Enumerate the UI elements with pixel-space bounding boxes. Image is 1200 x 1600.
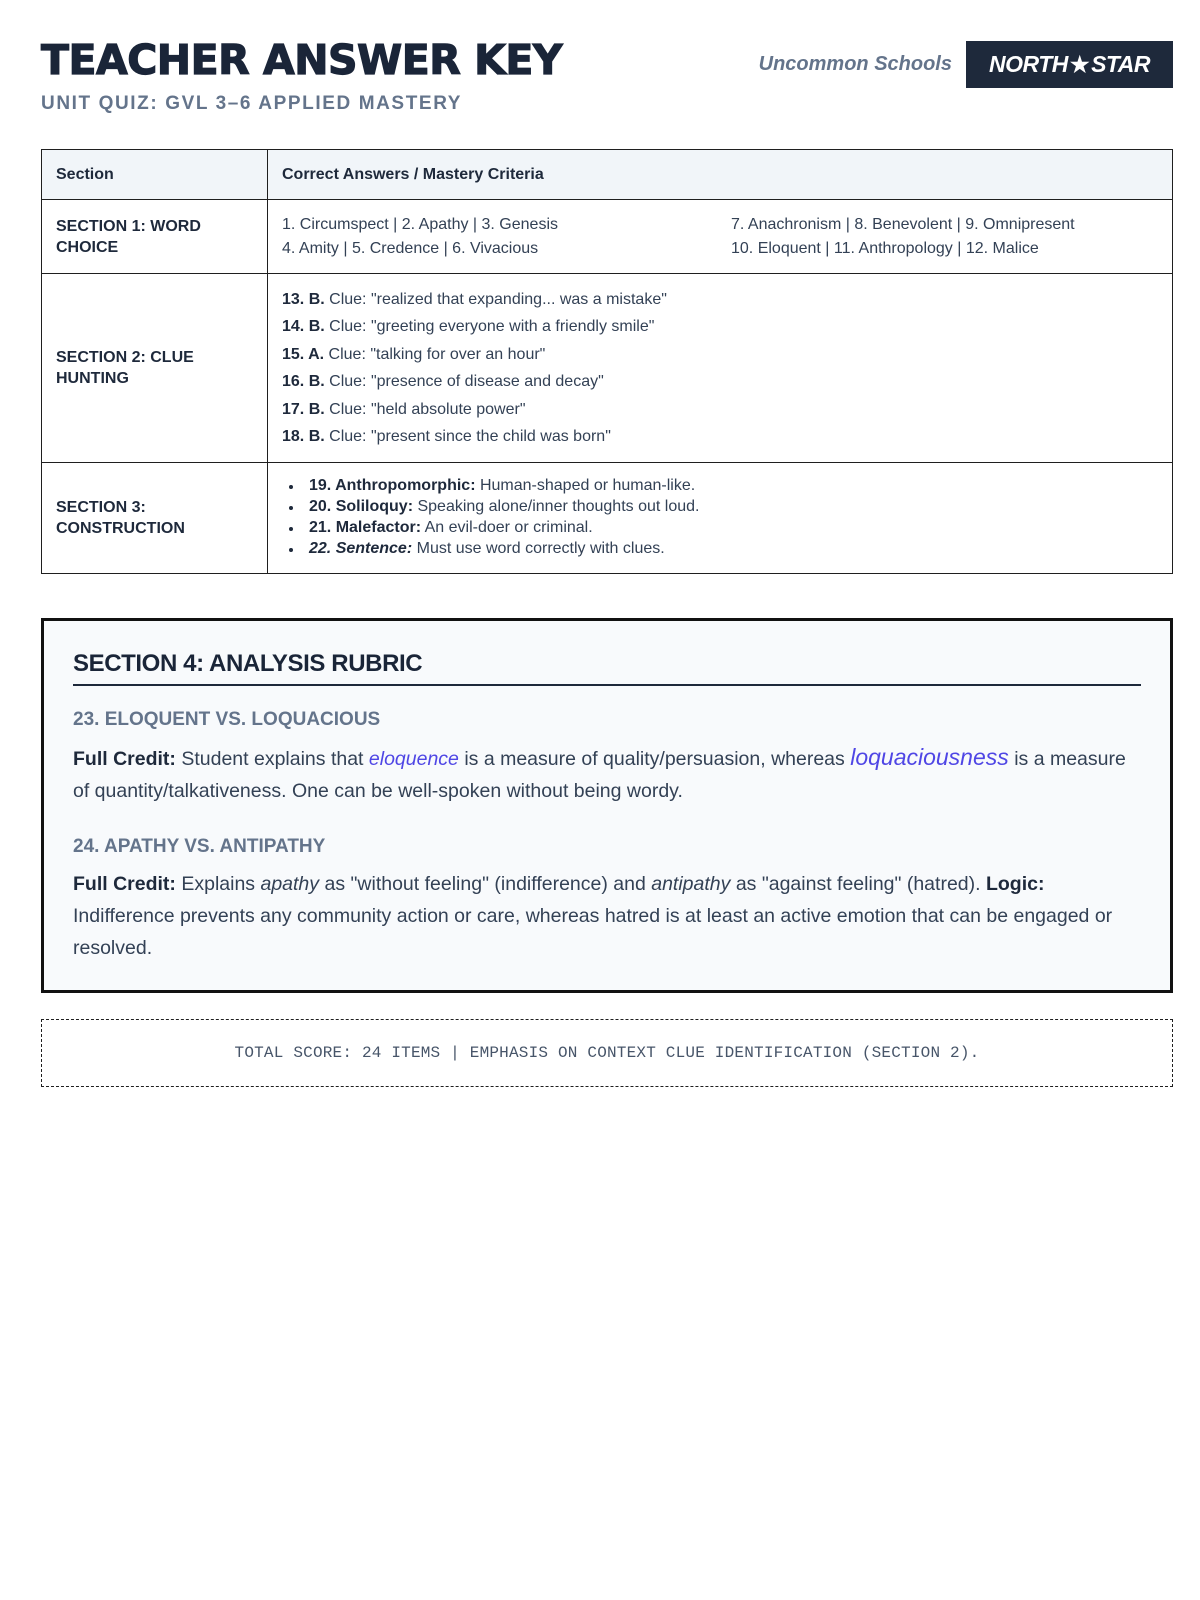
total-score-footer: TOTAL SCORE: 24 ITEMS | EMPHASIS ON CONTEXT CLUE IDENTIFICATION (SECTION 2). [41,1019,1173,1087]
clue-item [282,341,1158,368]
definition: Must use word correctly with clues. [416,539,665,557]
full-credit-label: Full Credit: [73,873,176,895]
page-subtitle: UNIT QUIZ: GVL 3–6 APPLIED MASTERY [41,93,463,114]
highlighted-term: eloquence [368,748,459,770]
italic-term: antipathy [651,873,731,895]
term: 19. Anthropomorphic: [309,477,476,495]
answer-line: 4. Amity | 5. Credence | 6. Vivacious [282,239,539,257]
page-title: TEACHER ANSWER KEY [41,36,563,84]
clue-text: Clue: "realized that expanding... was a mistake" [329,291,667,308]
table-header-row [42,150,1173,200]
term: 20. Soliloquy: [309,498,414,516]
question-23-heading: 23. ELOQUENT VS. LOQUACIOUS [73,709,381,730]
page-header [41,0,1173,145]
answers-column-left [282,213,731,261]
answer-key-table [41,149,1173,574]
column-header-answers: Correct Answers / Mastery Criteria [268,150,1173,200]
answer-letter: 16. B. [282,373,325,391]
definition: An evil-doer or criminal. [424,519,593,537]
clue-text: Clue: "held absolute power" [329,400,526,418]
section1-answers [268,200,1173,274]
section-label: SECTION 1: WORD CHOICE [42,200,268,274]
clue-text: Clue: "presence of disease and decay" [329,373,604,391]
list-item [282,539,1158,560]
criteria-text: Explains [181,873,256,895]
table-row-section3 [42,463,1173,573]
clue-item [282,368,1158,395]
clue-text: Clue: "talking for over an hour" [328,345,546,363]
question-23-criteria [73,741,1141,807]
answer-line: 7. Anachronism | 8. Benevolent | 9. Omnipresent [731,215,1075,233]
clue-text: Clue: "present since the child was born" [329,428,611,446]
clue-item [282,396,1158,423]
north-star-logo [966,41,1173,88]
criteria-text: as "without feeling" (indifference) and [324,873,646,895]
section-label: SECTION 3: CONSTRUCTION [42,463,268,573]
answer-line: 10. Eloquent | 11. Anthropology | 12. Malice [731,239,1039,257]
answer-line: 1. Circumspect | 2. Apathy | 3. Genesis [282,215,558,233]
clue-item [282,313,1158,340]
definition: Speaking alone/inner thoughts out loud. [417,498,700,516]
answer-letter: 15. A. [282,345,325,363]
clue-text: Clue: "greeting everyone with a friendly smile" [329,318,655,336]
criteria-text: is a measure of quality/persuasion, whereas [464,748,845,770]
criteria-text: Indifference prevents any community action or care, whereas hatred is at least an active emotion that can be engaged or resolved. [73,905,1113,959]
section2-answers [268,274,1173,463]
list-item [282,497,1158,518]
logo-text-left: NORTH [989,51,1068,77]
italic-term: apathy [260,873,320,895]
list-item [282,476,1158,497]
construction-list [282,463,1158,572]
table-row-section2 [42,274,1173,463]
criteria-text: Student explains that [181,748,364,770]
star-icon: ★ [1069,51,1090,77]
clue-item [282,286,1158,313]
school-name: Uncommon Schools [758,53,952,75]
answer-letter: 18. B. [282,428,325,446]
criteria-text: is a measure of quantity/talkativeness. One can be well-spoken without being wordy. [73,748,1126,802]
logo-text-right: STAR [1091,51,1150,77]
answers-column-right [731,213,1075,261]
column-header-section: Section [42,150,268,200]
analysis-rubric-box [41,618,1173,993]
clue-item [282,423,1158,450]
highlighted-term: loquaciousness [850,744,1009,770]
criteria-text: as "against feeling" (hatred). [735,873,981,895]
answer-letter: 13. B. [282,291,325,308]
brand-block [759,41,1173,88]
question-24-heading: 24. APATHY VS. ANTIPATHY [73,836,326,857]
question-24-criteria [73,868,1141,964]
rubric-title: SECTION 4: ANALYSIS RUBRIC [73,647,1141,686]
section3-answers [268,463,1173,573]
full-credit-label: Full Credit: [73,748,176,770]
term: 22. Sentence: [309,539,413,557]
answer-letter: 17. B. [282,400,325,418]
logic-label: Logic: [985,873,1045,895]
definition: Human-shaped or human-like. [479,477,696,495]
list-item [282,518,1158,539]
term: 21. Malefactor: [309,519,422,537]
answer-letter: 14. B. [282,318,325,336]
table-row-section1 [42,200,1173,274]
section-label: SECTION 2: CLUE HUNTING [42,274,268,463]
answer-key-page [41,0,1173,1062]
